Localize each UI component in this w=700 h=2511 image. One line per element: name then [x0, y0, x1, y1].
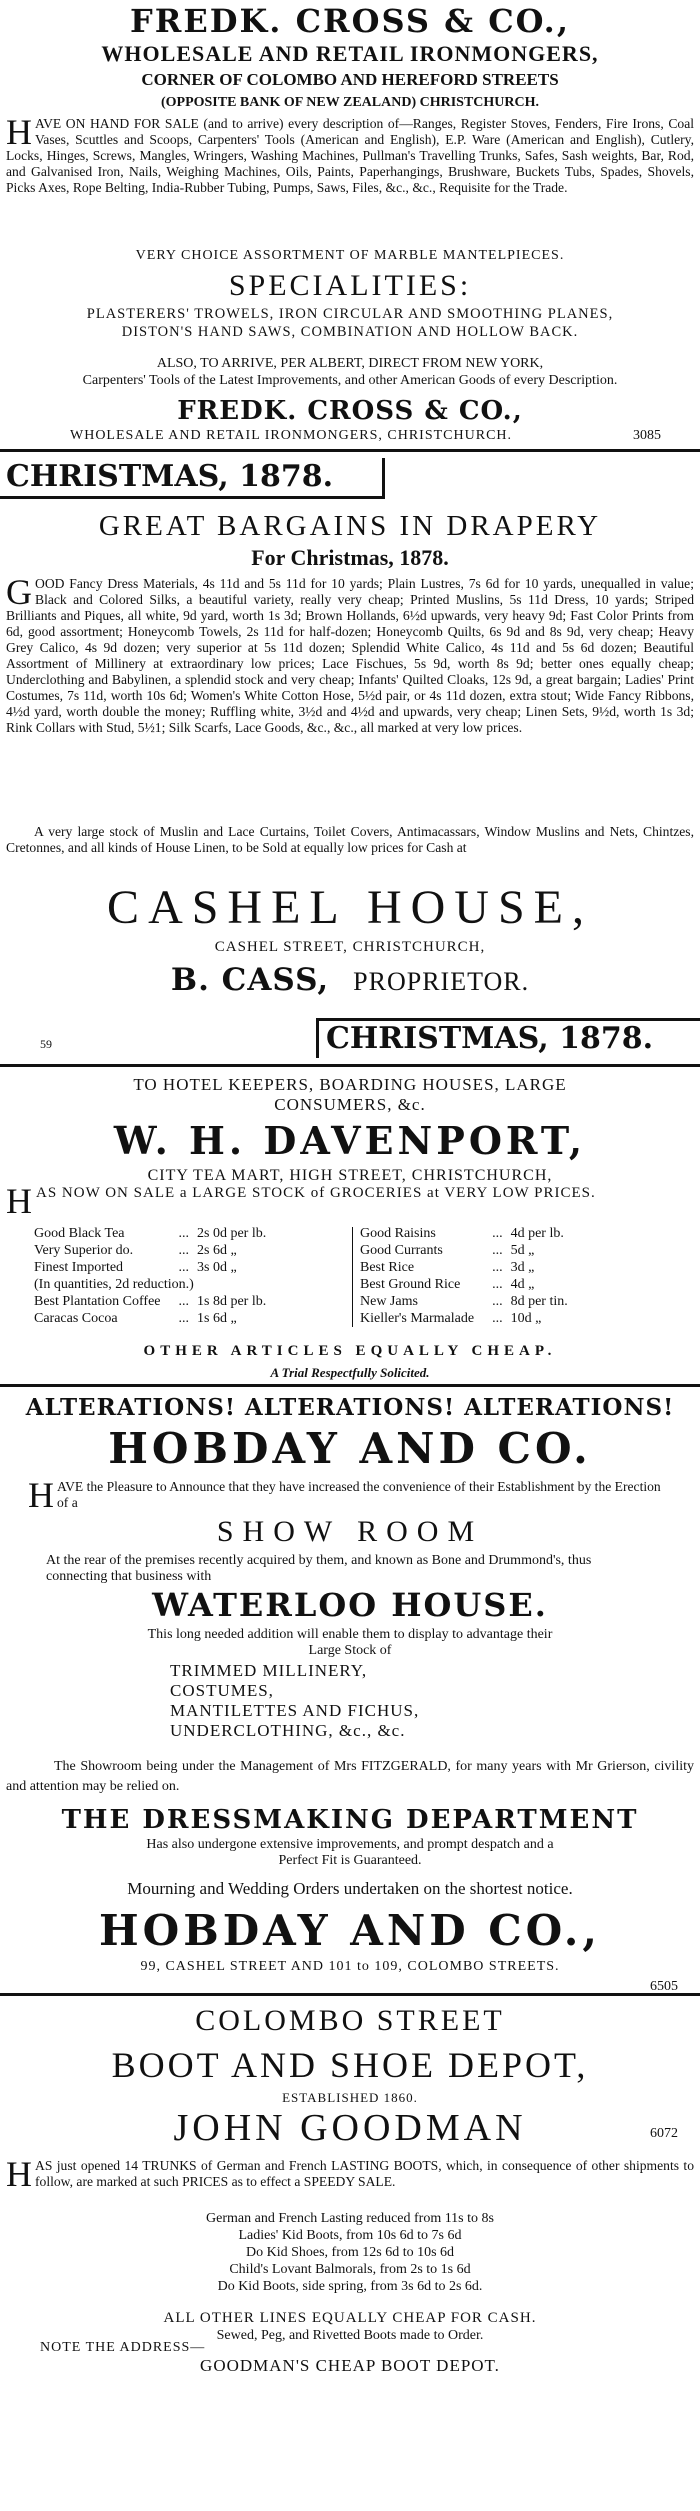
list-item: COSTUMES,	[170, 1681, 274, 1700]
cross-ref-number: 3085	[633, 428, 661, 443]
item-name: Caracas Cocoa	[34, 1311, 118, 1326]
item-name: Best Ground Rice	[360, 1277, 461, 1292]
cross-footer-title: FREDK. CROSS & CO.,	[177, 397, 523, 425]
item-price: 3s 0d „	[197, 1260, 237, 1275]
banner-underline	[0, 496, 385, 499]
cross-address: CORNER OF COLOMBO AND HEREFORD STREETS	[141, 70, 559, 89]
banner2-overline	[316, 1018, 700, 1021]
list-item: Ladies' Kid Boots, from 10s 6d to 7s 6d	[238, 2228, 462, 2243]
cashel-body-2: A very large stock of Muslin and Lace Curtains, Toilet Covers, Antimacassars, Window Muslins and Nets, Chintzes, Cretonnes, and all kinds of House Linen, to be Sold at equally low prices for Cash at	[6, 824, 694, 855]
cashel-body-text: OOD Fancy Dress Materials, 4s 11d and 5s 11d for 10 yards; Plain Lustres, 7s 6d for 10 yards, unequalled in value; Black and Colored Silks, a beautiful variety, really very cheap; Printed Muslins, 5s 11d Dress, 10 yards; Striped Brilliants and Piques, all white, 9d yard, worth 1s 3d; Brown Hollands, 6½d upwards, very heavy 9d; Fast Color Prints from 6d, good assortment; Honeycomb Towels, 2s 11d for half-dozen; Honeycomb Quilts, 6s 9d and 8s 9d, very cheap; Heavy Grey Calico, 4s 9d dozen; very superior at 5s 11d dozen; Splendid White Calico, 4s 11d and 5s 6d dozen; Beautiful Assortment of Millinery at extraordinary low prices; Lace Fischues, 5s 9d, worth 8s 9d; better ones equally cheap; Underclothing and Babylinen, a splendid stock and very cheap; Infants' Quilted Cloaks, 12s 9d, a great bargain; Ladies' Print Costumes, 7s 11d, worth 10s 6d; Women's White Cotton Hose, 5½d pair, or 4s 11d dozen, extra stout; Wide Fancy Ribbons, 4½d yard, worth double the money; Ruffling white, 3½d and 4½d and upwards, very cheap; Linen Sets, 9½d, worth 1s 3d; Rink Collars with Stud, 5½1; Silk Scarfs, Lace Goods, &c., &c., all marked at very low prices.	[6, 576, 694, 735]
list-item: Good Currants ... 5d „	[356, 1242, 572, 1259]
hobday-footer-addr: 99, CASHEL STREET AND 101 to 109, COLOMBO STREETS.	[140, 1959, 560, 1974]
goodman-advert	[0, 1996, 700, 2511]
hobday-show-room: SHOW ROOM	[216, 1515, 484, 1548]
cross-body-text: AVE ON HAND FOR SALE (and to arrive) every description of—Ranges, Register Stoves, Fenders, Fire Irons, Coal Vases, Scuttles and Scoops, Carpenters' Tools (American and English), E.P. Ware (American and English), Cutlery, Locks, Hinges, Screws, Mangles, Wringers, Washing Machines, Pullman's Travelling Trunks, Safes, Sash weights, Bar, Rod, and Galvanised Iron, Nails, Weighing Machines, Oils, Paints, Paperhangings, Brushware, Buckets Tubs, Spades, Shovels, Picks Axes, Rope Belting, India-Rubber Tubing, Pumps, Saws, Files, &c., &c., Requisite for the Trade.	[6, 116, 694, 195]
goodman-intro-text: AS just opened 14 TRUNKS of German and French LASTING BOOTS, which, in consequence of other shipments to follow, are marked at such PRICES as to effect a SPEEDY SALE.	[35, 2158, 694, 2189]
item-name: Good Currants	[360, 1243, 443, 1258]
cashel-sub: For Christmas, 1878.	[251, 546, 449, 570]
davenport-left-list	[30, 1225, 340, 1327]
cross-opposite: (OPPOSITE BANK OF NEW ZEALAND) CHRISTCHURCH.	[160, 95, 540, 110]
item-price: 2s 0d per lb.	[197, 1226, 267, 1241]
list-item: Very Superior do. ... 2s 6d „	[30, 1242, 270, 1259]
list-item: Good Raisins ... 4d per lb.	[356, 1225, 572, 1242]
item-price: 1s 6d „	[197, 1311, 237, 1326]
davenport-drop-cap: H	[6, 1181, 33, 1221]
cashel-prop-name: B. CASS,	[170, 962, 330, 998]
item-name: Very Superior do.	[34, 1243, 134, 1258]
hobday-dressmaking: THE DRESSMAKING DEPARTMENT	[61, 1805, 639, 1835]
item-name: New Jams	[360, 1294, 418, 1309]
item-name: Best Plantation Coffee	[34, 1294, 161, 1309]
hobday-mourning: Mourning and Wedding Orders undertaken on the shortest notice.	[127, 1879, 573, 1898]
cross-arrive-2: Carpenters' Tools of the Latest Improvements, and other American Goods of every Description.	[82, 373, 618, 388]
price-list-right	[356, 1225, 572, 1327]
cross-drop-cap: H	[6, 112, 32, 152]
hobday-needed-2: Large Stock of	[308, 1643, 392, 1658]
item-price: 10d „	[510, 1311, 542, 1326]
list-item: Best Ground Rice ... 4d „	[356, 1276, 572, 1293]
davenport-address: CITY TEA MART, HIGH STREET, CHRISTCHURCH,	[147, 1167, 553, 1184]
hobday-intro	[22, 1475, 672, 1515]
goodman-other-2: Sewed, Peg, and Rivetted Boots made to Order.	[216, 2328, 484, 2343]
hobday-alterations: ALTERATIONS! ALTERATIONS! ALTERATIONS!	[25, 1395, 675, 1421]
goodman-depot-2: GOODMAN'S CHEAP BOOT DEPOT.	[200, 2356, 500, 2375]
list-item: Good Black Tea ... 2s 0d per lb.	[30, 1225, 270, 1242]
davenport-other: OTHER ARTICLES EQUALLY CHEAP.	[143, 1343, 557, 1359]
list-item: UNDERCLOTHING, &c., &c.	[170, 1721, 406, 1740]
goodman-lines	[0, 2210, 700, 2295]
list-item: German and French Lasting reduced from 11s to 8s	[206, 2211, 494, 2226]
hobday-rear: At the rear of the premises recently acquired by them, and known as Bone and Drummond's, thus connecting that business with	[46, 1553, 592, 1584]
list-item: TRIMMED MILLINERY,	[170, 1661, 368, 1680]
banner-bracket	[382, 458, 385, 498]
item-price: 4d „	[510, 1277, 535, 1292]
goodman-depot: BOOT AND SHOE DEPOT,	[111, 2045, 589, 2085]
davenport-name: W. H. DAVENPORT,	[113, 1119, 587, 1163]
item-price: 8d per tin.	[510, 1294, 568, 1309]
goodman-drop-cap: H	[6, 2154, 32, 2194]
item-name: Kieller's Marmalade	[360, 1311, 475, 1326]
cashel-house: CASHEL HOUSE,	[107, 882, 593, 934]
cashel-body	[0, 572, 700, 736]
davenport-intro-text: AS NOW ON SALE a LARGE STOCK of GROCERIES at VERY LOW PRICES.	[36, 1185, 596, 1201]
hobday-needed-1: This long needed addition will enable them to display to advantage their	[147, 1627, 553, 1642]
cashel-drop-cap: G	[6, 572, 32, 612]
list-item	[30, 1276, 270, 1293]
davenport-intro	[0, 1181, 700, 1221]
cross-mantel: VERY CHOICE ASSORTMENT OF MARBLE MANTELPIECES.	[135, 248, 565, 263]
cashel-street: CASHEL STREET, CHRISTCHURCH,	[214, 939, 486, 955]
item-name: Finest Imported	[34, 1260, 124, 1275]
cross-specialities: SPECIALITIES:	[228, 270, 472, 302]
hobday-name: HOBDAY AND CO.	[108, 1425, 592, 1473]
cashel-proprietor	[0, 962, 700, 1000]
list-item: Caracas Cocoa ... 1s 6d „	[30, 1310, 270, 1327]
cashel-headline: GREAT BARGAINS IN DRAPERY	[98, 510, 602, 542]
item-price: 3d „	[510, 1260, 535, 1275]
list-item: Kieller's Marmalade ... 10d „	[356, 1310, 572, 1327]
hobday-items	[170, 1661, 419, 1741]
price-list-left	[30, 1225, 270, 1327]
list-item: Child's Lovant Balmorals, from 2s to 1s 6d	[229, 2262, 471, 2277]
cashel-ref-number: 59	[40, 1037, 52, 1051]
cross-advert	[0, 0, 700, 466]
hobday-drop-cap: H	[28, 1475, 54, 1515]
cross-spec-1: PLASTERERS' TROWELS, IRON CIRCULAR AND SMOOTHING PLANES,	[86, 306, 614, 322]
hobday-dress-2: Has also undergone extensive improvements, and prompt despatch and a	[146, 1837, 554, 1852]
cashel-banner-2: CHRISTMAS, 1878.	[326, 1021, 654, 1056]
goodman-established: ESTABLISHED 1860.	[282, 2090, 418, 2105]
item-price: 2s 6d „	[197, 1243, 237, 1258]
cashel-advert	[0, 452, 700, 1082]
cross-spec-2: DISTON'S HAND SAWS, COMBINATION AND HOLLOW BACK.	[121, 324, 579, 340]
goodman-street: COLOMBO STREET	[195, 2004, 505, 2037]
cashel-banner: CHRISTMAS, 1878.	[6, 459, 334, 494]
item-note: (In quantities, 2d reduction.)	[34, 1277, 194, 1292]
hobday-ref-number: 6505	[650, 1979, 678, 1994]
davenport-trial: A Trial Respectfully Solicited.	[270, 1365, 430, 1380]
cross-body	[0, 112, 700, 196]
davenport-advert	[0, 1067, 700, 1382]
hobday-dress-3: Perfect Fit is Guaranteed.	[278, 1853, 422, 1868]
cross-footer-line: WHOLESALE AND RETAIL IRONMONGERS, CHRISTCHURCH.	[70, 428, 513, 443]
list-item: Best Plantation Coffee ... 1s 8d per lb.	[30, 1293, 270, 1310]
cross-arrive-1: ALSO, TO ARRIVE, PER ALBERT, DIRECT FROM NEW YORK,	[156, 356, 544, 371]
list-item: Best Rice ... 3d „	[356, 1259, 572, 1276]
davenport-right-list	[356, 1225, 676, 1327]
goodman-name: JOHN GOODMAN	[173, 2107, 527, 2149]
item-name: Best Rice	[360, 1260, 415, 1275]
item-price: 1s 8d per lb.	[197, 1294, 267, 1309]
hobday-footer-name: HOBDAY AND CO.,	[98, 1907, 602, 1955]
list-item: Do Kid Shoes, from 12s 6d to 10s 6d	[245, 2245, 455, 2260]
list-item: New Jams ... 8d per tin.	[356, 1293, 572, 1310]
hobday-management: The Showroom being under the Management of Mrs FITZGERALD, for many years with Mr Grierson, civility and attention may be relied on.	[6, 1759, 694, 1794]
davenport-head-2: CONSUMERS, &c.	[274, 1095, 426, 1114]
davenport-head-1: TO HOTEL KEEPERS, BOARDING HOUSES, LARGE	[133, 1075, 567, 1094]
goodman-note: NOTE THE ADDRESS—	[40, 2340, 206, 2355]
item-name: Good Black Tea	[34, 1226, 125, 1241]
item-price: 4d per lb.	[510, 1226, 564, 1241]
list-item: MANTILETTES AND FICHUS,	[170, 1701, 420, 1720]
banner2-bracket	[316, 1018, 319, 1058]
goodman-other-1: ALL OTHER LINES EQUALLY CHEAP FOR CASH.	[163, 2310, 537, 2326]
hobday-waterloo: WATERLOO HOUSE.	[152, 1587, 548, 1623]
list-item: Finest Imported ... 3s 0d „	[30, 1259, 270, 1276]
cross-subtitle: WHOLESALE AND RETAIL IRONMONGERS,	[101, 42, 599, 66]
list-item: Do Kid Boots, side spring, from 3s 6d to 2s 6d.	[217, 2279, 483, 2294]
goodman-ref-number: 6072	[650, 2126, 678, 2141]
hobday-intro-text: AVE the Pleasure to Announce that they have increased the convenience of their Establishment by the Erection of a	[57, 1479, 661, 1510]
cross-title: FREDK. CROSS & CO.,	[130, 3, 570, 39]
item-price: 5d „	[510, 1243, 535, 1258]
cashel-prop-title: PROPRIETOR.	[353, 967, 530, 996]
goodman-intro	[0, 2154, 700, 2194]
list-divider	[352, 1227, 353, 1327]
item-name: Good Raisins	[360, 1226, 436, 1241]
